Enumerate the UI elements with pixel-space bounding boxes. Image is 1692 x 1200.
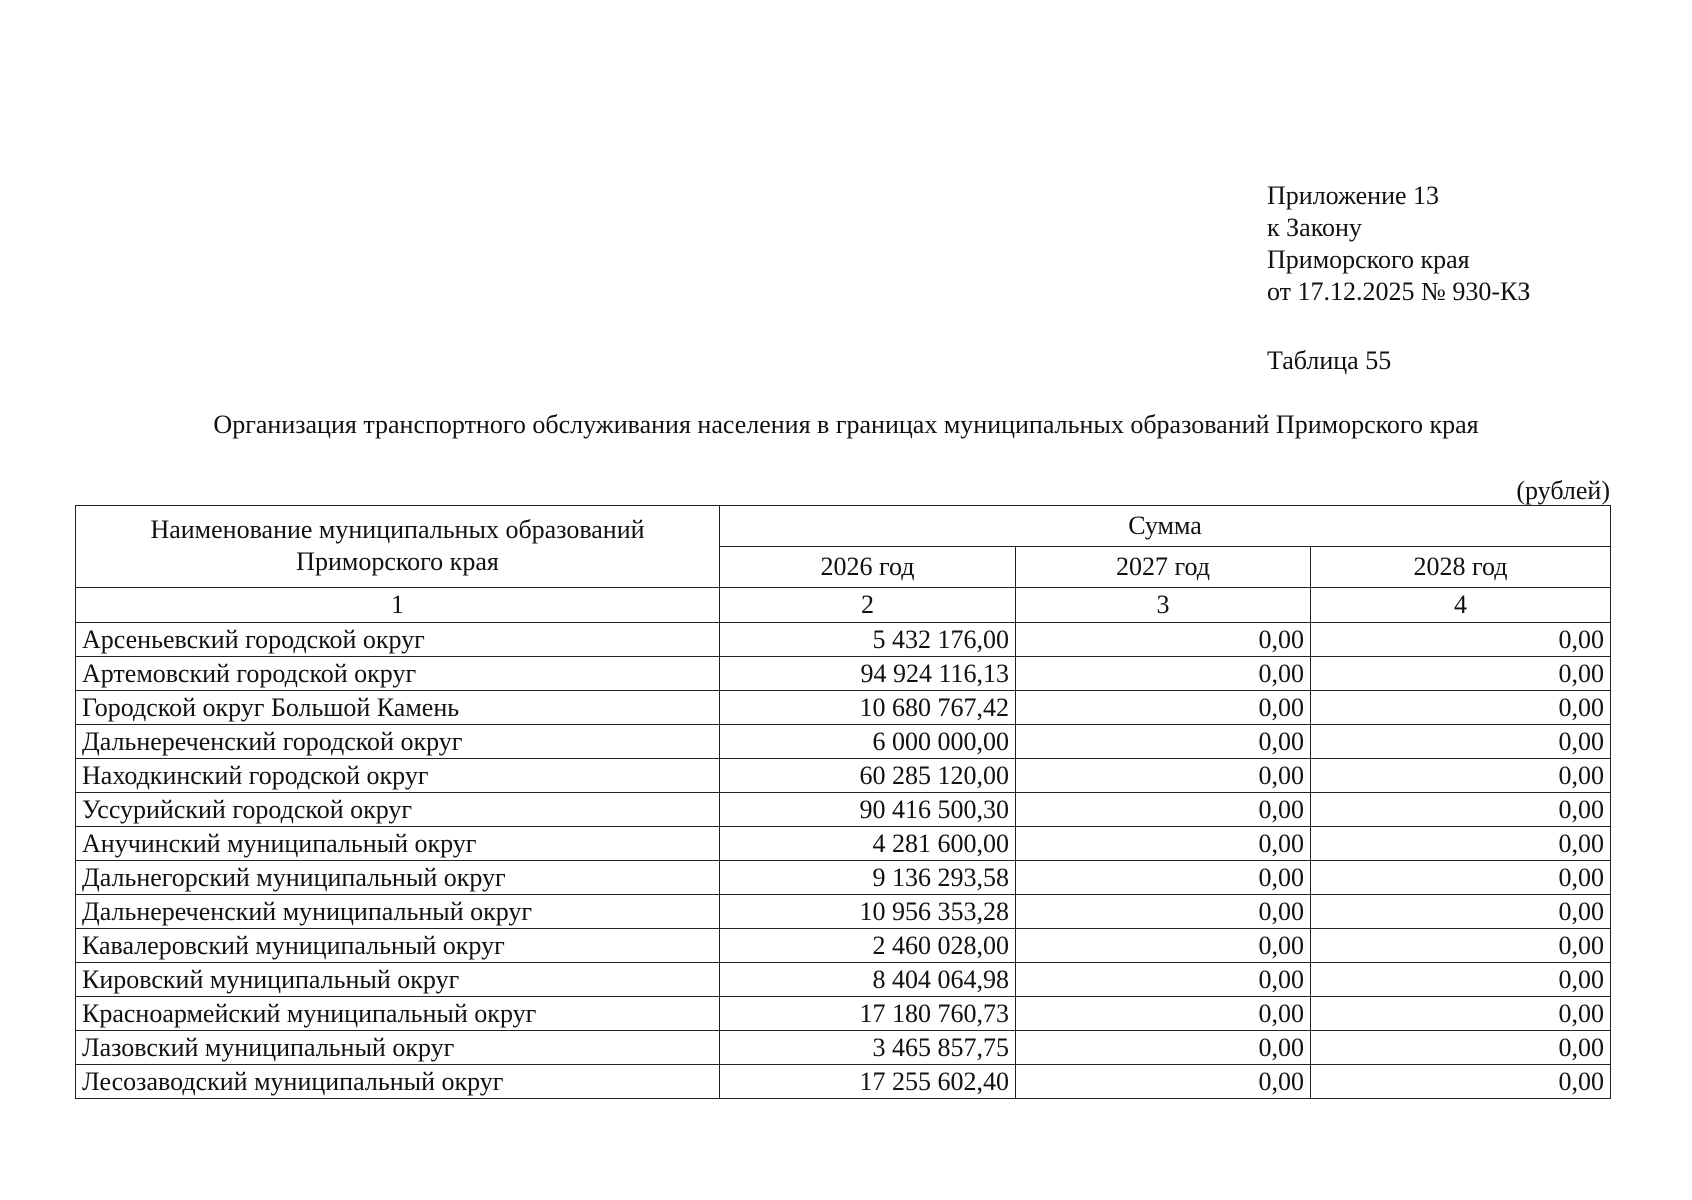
table-row <box>76 963 1611 997</box>
amount-2026: 8 404 064,98 <box>720 963 1016 997</box>
municipality-name: Находкинский городской округ <box>76 759 720 793</box>
table-row <box>76 623 1611 657</box>
municipality-name: Анучинский муниципальный округ <box>76 827 720 861</box>
column-number: 1 <box>76 588 720 623</box>
amount-2026: 17 255 602,40 <box>720 1065 1016 1099</box>
amount-2028: 0,00 <box>1311 1031 1611 1065</box>
amount-2027: 0,00 <box>1016 827 1311 861</box>
amount-2028: 0,00 <box>1311 827 1611 861</box>
municipality-name: Лазовский муниципальный округ <box>76 1031 720 1065</box>
table-row <box>76 1065 1611 1099</box>
amount-2026: 10 680 767,42 <box>720 691 1016 725</box>
amount-2026: 9 136 293,58 <box>720 861 1016 895</box>
amount-2028: 0,00 <box>1311 759 1611 793</box>
municipality-name: Кировский муниципальный округ <box>76 963 720 997</box>
header-row <box>76 506 1611 547</box>
table-row <box>76 657 1611 691</box>
amount-2026: 94 924 116,13 <box>720 657 1016 691</box>
budget-table <box>75 505 1611 1099</box>
document-title: Организация транспортного обслуживания населения в границах муниципальных образований Приморского края <box>213 410 1479 439</box>
municipality-name: Городской округ Большой Камень <box>76 691 720 725</box>
attachment-line: от 17.12.2025 № 930-КЗ <box>1267 277 1531 306</box>
municipality-name: Дальнегорский муниципальный округ <box>76 861 720 895</box>
amount-2026: 2 460 028,00 <box>720 929 1016 963</box>
amount-2026: 3 465 857,75 <box>720 1031 1016 1065</box>
amount-2026: 10 956 353,28 <box>720 895 1016 929</box>
column-number: 4 <box>1311 588 1611 623</box>
amount-2027: 0,00 <box>1016 895 1311 929</box>
table-body <box>76 623 1611 1099</box>
table-row <box>76 929 1611 963</box>
municipality-name: Лесозаводский муниципальный округ <box>76 1065 720 1099</box>
column-header-2028: 2028 год <box>1311 547 1611 588</box>
amount-2027: 0,00 <box>1016 623 1311 657</box>
table-row <box>76 861 1611 895</box>
amount-2028: 0,00 <box>1311 997 1611 1031</box>
column-number: 3 <box>1016 588 1311 623</box>
amount-2026: 6 000 000,00 <box>720 725 1016 759</box>
amount-2026: 60 285 120,00 <box>720 759 1016 793</box>
municipality-name: Дальнереченский городской округ <box>76 725 720 759</box>
amount-2026: 17 180 760,73 <box>720 997 1016 1031</box>
municipality-name: Кавалеровский муниципальный округ <box>76 929 720 963</box>
amount-2028: 0,00 <box>1311 725 1611 759</box>
table-row <box>76 1031 1611 1065</box>
attachment-line: Приложение 13 <box>1267 181 1440 210</box>
attachment-line: Приморского края <box>1267 245 1470 274</box>
table-row <box>76 725 1611 759</box>
amount-2027: 0,00 <box>1016 725 1311 759</box>
amount-2027: 0,00 <box>1016 793 1311 827</box>
amount-2027: 0,00 <box>1016 657 1311 691</box>
municipality-name: Уссурийский городской округ <box>76 793 720 827</box>
amount-2028: 0,00 <box>1311 657 1611 691</box>
column-header-2027: 2027 год <box>1016 547 1311 588</box>
municipality-name: Дальнереченский муниципальный округ <box>76 895 720 929</box>
amount-2028: 0,00 <box>1311 623 1611 657</box>
amount-2027: 0,00 <box>1016 861 1311 895</box>
amount-2028: 0,00 <box>1311 929 1611 963</box>
amount-2027: 0,00 <box>1016 963 1311 997</box>
municipality-name: Арсеньевский городской округ <box>76 623 720 657</box>
table-number: Таблица 55 <box>1267 346 1392 375</box>
amount-2028: 0,00 <box>1311 861 1611 895</box>
table-row <box>76 997 1611 1031</box>
amount-2027: 0,00 <box>1016 759 1311 793</box>
table-row <box>76 895 1611 929</box>
table-row <box>76 827 1611 861</box>
amount-2028: 0,00 <box>1311 1065 1611 1099</box>
table-row <box>76 691 1611 725</box>
column-header-name: Наименование муниципальных образований Приморского края <box>76 506 720 588</box>
amount-2026: 4 281 600,00 <box>720 827 1016 861</box>
amount-2027: 0,00 <box>1016 691 1311 725</box>
table-row <box>76 759 1611 793</box>
attachment-reference <box>1267 180 1530 308</box>
municipality-name: Артемовский городской округ <box>76 657 720 691</box>
units-label: (рублей) <box>1516 476 1610 505</box>
table-row <box>76 793 1611 827</box>
amount-2028: 0,00 <box>1311 691 1611 725</box>
attachment-line: к Закону <box>1267 213 1362 242</box>
amount-2027: 0,00 <box>1016 1065 1311 1099</box>
amount-2027: 0,00 <box>1016 1031 1311 1065</box>
amount-2026: 90 416 500,30 <box>720 793 1016 827</box>
amount-2028: 0,00 <box>1311 895 1611 929</box>
column-header-2026: 2026 год <box>720 547 1016 588</box>
column-header-sum: Сумма <box>720 506 1611 547</box>
amount-2027: 0,00 <box>1016 929 1311 963</box>
amount-2028: 0,00 <box>1311 793 1611 827</box>
amount-2026: 5 432 176,00 <box>720 623 1016 657</box>
amount-2027: 0,00 <box>1016 997 1311 1031</box>
column-number: 2 <box>720 588 1016 623</box>
amount-2028: 0,00 <box>1311 963 1611 997</box>
column-numbers-row <box>76 588 1611 623</box>
municipality-name: Красноармейский муниципальный округ <box>76 997 720 1031</box>
